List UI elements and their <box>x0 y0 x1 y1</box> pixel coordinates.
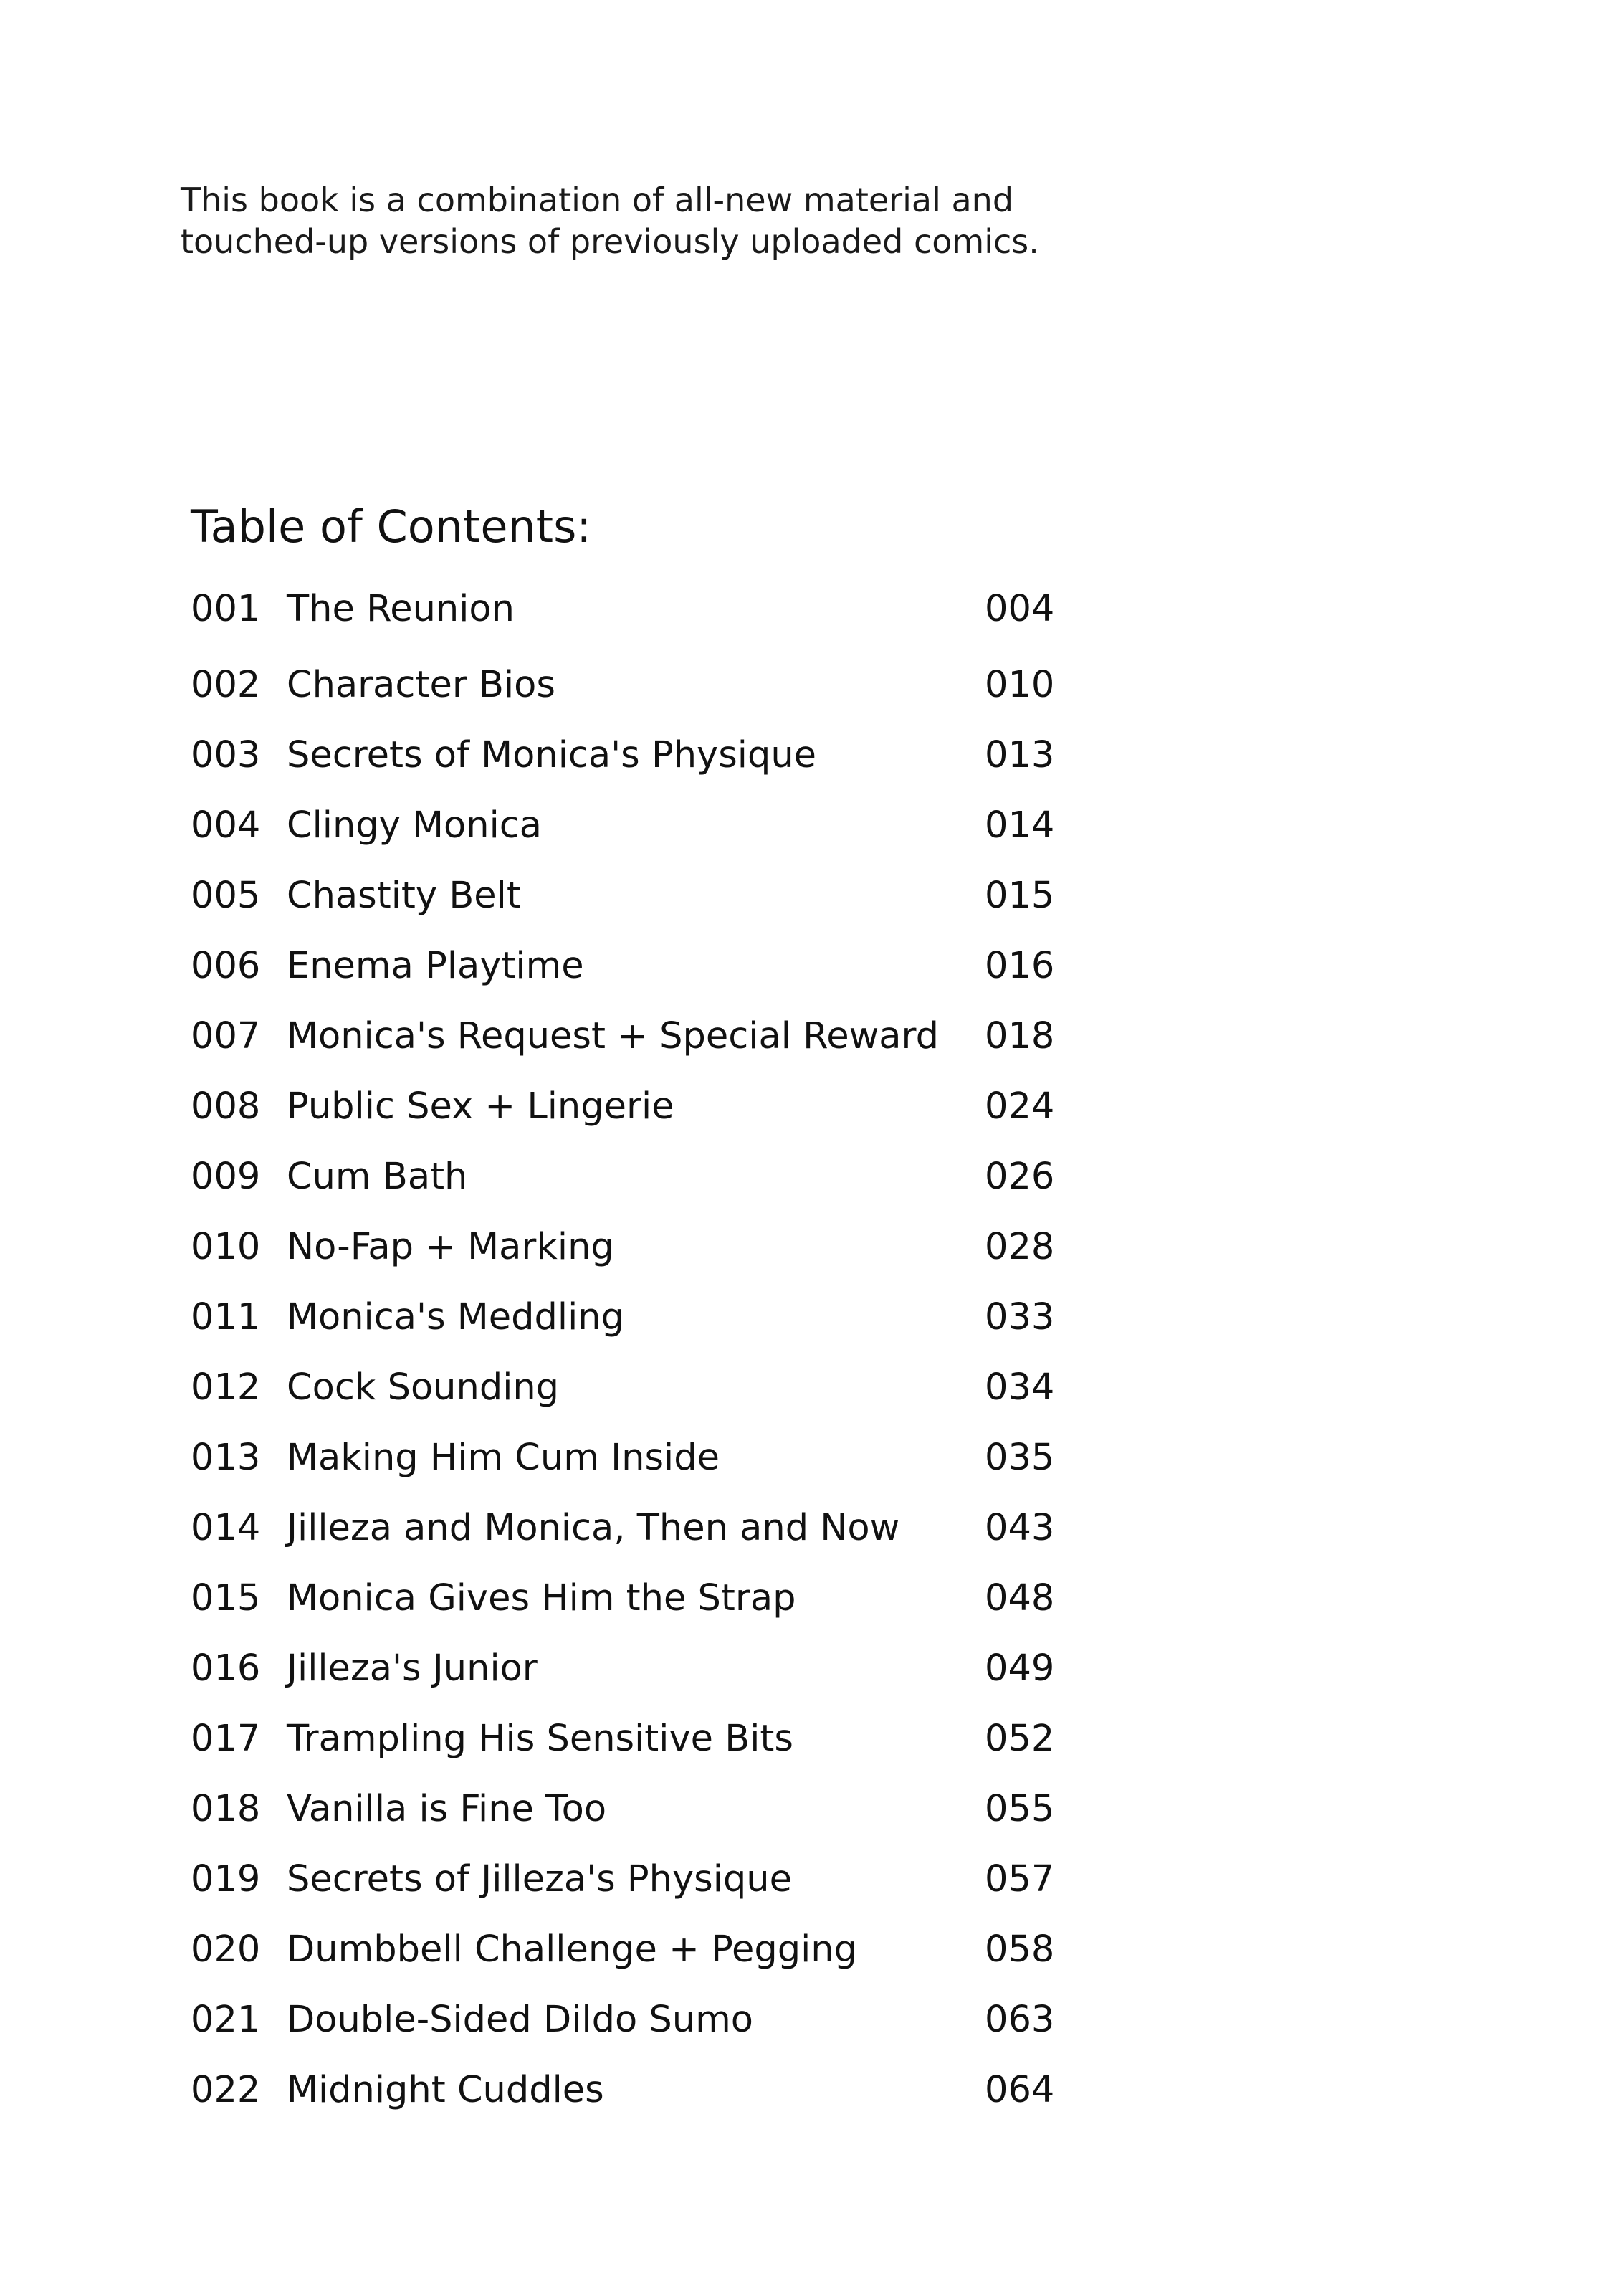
toc-entry-number: 007 <box>191 1015 261 1057</box>
toc-entry <box>0 1921 1624 1979</box>
toc-entry-page: 015 <box>985 875 1055 917</box>
toc-entry-number: 015 <box>191 1577 261 1619</box>
toc-entry-number: 011 <box>191 1296 261 1338</box>
toc-entry-title: Double-Sided Dildo Sumo <box>287 1999 753 2041</box>
intro-line-2: touched-up versions of previously uploaded comics. <box>181 222 1039 261</box>
toc-entry <box>0 1781 1624 1838</box>
toc-entry <box>0 1991 1624 2049</box>
toc-entry-page: 010 <box>985 664 1055 706</box>
toc-entry-number: 004 <box>191 804 261 847</box>
toc-entry-number: 021 <box>191 1999 261 2041</box>
toc-entry-title: Jilleza and Monica, Then and Now <box>287 1507 900 1549</box>
toc-entry-number: 014 <box>191 1507 261 1549</box>
toc-entry-page: 028 <box>985 1226 1055 1268</box>
toc-entry <box>0 1289 1624 1346</box>
toc-entry <box>0 1008 1624 1065</box>
toc-title: Table of Contents: <box>191 500 592 553</box>
toc-entry <box>0 1851 1624 1908</box>
toc-entry-page: 048 <box>985 1577 1055 1619</box>
toc-entry-title: Midnight Cuddles <box>287 2069 604 2111</box>
toc-entry-number: 020 <box>191 1928 261 1971</box>
toc-entry-number: 009 <box>191 1156 261 1198</box>
toc-entry-number: 018 <box>191 1788 261 1830</box>
toc-entry <box>0 581 1624 638</box>
toc-entry-page: 024 <box>985 1085 1055 1128</box>
toc-entry-page: 035 <box>985 1437 1055 1479</box>
toc-entry-title: Monica Gives Him the Strap <box>287 1577 796 1619</box>
toc-entry-title: Dumbbell Challenge + Pegging <box>287 1928 858 1971</box>
toc-entry <box>0 797 1624 855</box>
toc-entry <box>0 1500 1624 1557</box>
toc-entry-page: 043 <box>985 1507 1055 1549</box>
toc-entry-page: 016 <box>985 945 1055 987</box>
toc-entry-number: 017 <box>191 1718 261 1760</box>
toc-entry-number: 013 <box>191 1437 261 1479</box>
toc-entry-page: 052 <box>985 1718 1055 1760</box>
toc-entry-page: 057 <box>985 1858 1055 1900</box>
toc-entry-title: Monica's Meddling <box>287 1296 624 1338</box>
toc-entry-title: Character Bios <box>287 664 555 706</box>
toc-entry-page: 055 <box>985 1788 1055 1830</box>
toc-entry-title: No-Fap + Marking <box>287 1226 614 1268</box>
toc-entry-title: Clingy Monica <box>287 804 543 847</box>
toc-entry-number: 001 <box>191 588 261 630</box>
toc-entry-title: Vanilla is Fine Too <box>287 1788 607 1830</box>
toc-entry <box>0 2062 1624 2119</box>
toc-entry-number: 003 <box>191 734 261 776</box>
intro-line-1: This book is a combination of all-new material and <box>181 181 1014 219</box>
toc-entry-title: Trampling His Sensitive Bits <box>287 1718 793 1760</box>
toc-entry-number: 002 <box>191 664 261 706</box>
toc-entry-number: 012 <box>191 1366 261 1409</box>
toc-entry-title: The Reunion <box>287 588 515 630</box>
toc-entry-number: 006 <box>191 945 261 987</box>
toc-entry <box>0 1640 1624 1698</box>
toc-entry-title: Jilleza's Junior <box>287 1647 538 1690</box>
toc-entry-page: 063 <box>985 1999 1055 2041</box>
toc-entry-page: 014 <box>985 804 1055 847</box>
toc-entry-page: 004 <box>985 588 1055 630</box>
toc-entry-title: Enema Playtime <box>287 945 584 987</box>
toc-entry-title: Cum Bath <box>287 1156 468 1198</box>
toc-entry <box>0 1078 1624 1136</box>
toc-entry <box>0 1148 1624 1206</box>
toc-entry <box>0 657 1624 714</box>
toc-entry <box>0 1219 1624 1276</box>
toc-entry <box>0 1429 1624 1487</box>
toc-entry-number: 008 <box>191 1085 261 1128</box>
toc-entry-page: 018 <box>985 1015 1055 1057</box>
toc-entry <box>0 1359 1624 1417</box>
toc-entry-page: 064 <box>985 2069 1055 2111</box>
toc-entry <box>0 938 1624 995</box>
toc-entry-number: 016 <box>191 1647 261 1690</box>
toc-entry <box>0 727 1624 784</box>
toc-entry <box>0 867 1624 925</box>
toc-entry-title: Cock Sounding <box>287 1366 560 1409</box>
toc-entry-page: 013 <box>985 734 1055 776</box>
toc-entry-page: 034 <box>985 1366 1055 1409</box>
toc-entry-title: Chastity Belt <box>287 875 521 917</box>
toc-entry-page: 058 <box>985 1928 1055 1971</box>
toc-entry <box>0 1710 1624 1768</box>
toc-entry-page: 026 <box>985 1156 1055 1198</box>
toc-entry-title: Secrets of Jilleza's Physique <box>287 1858 792 1900</box>
toc-entry-page: 049 <box>985 1647 1055 1690</box>
toc-entry <box>0 1570 1624 1627</box>
toc-entry-title: Making Him Cum Inside <box>287 1437 720 1479</box>
toc-entry-number: 010 <box>191 1226 261 1268</box>
toc-entry-number: 022 <box>191 2069 261 2111</box>
toc-entry-title: Public Sex + Lingerie <box>287 1085 674 1128</box>
toc-entry-number: 005 <box>191 875 261 917</box>
toc-entry-number: 019 <box>191 1858 261 1900</box>
toc-entry-title: Secrets of Monica's Physique <box>287 734 817 776</box>
toc-entry-title: Monica's Request + Special Reward <box>287 1015 940 1057</box>
toc-entry-page: 033 <box>985 1296 1055 1338</box>
